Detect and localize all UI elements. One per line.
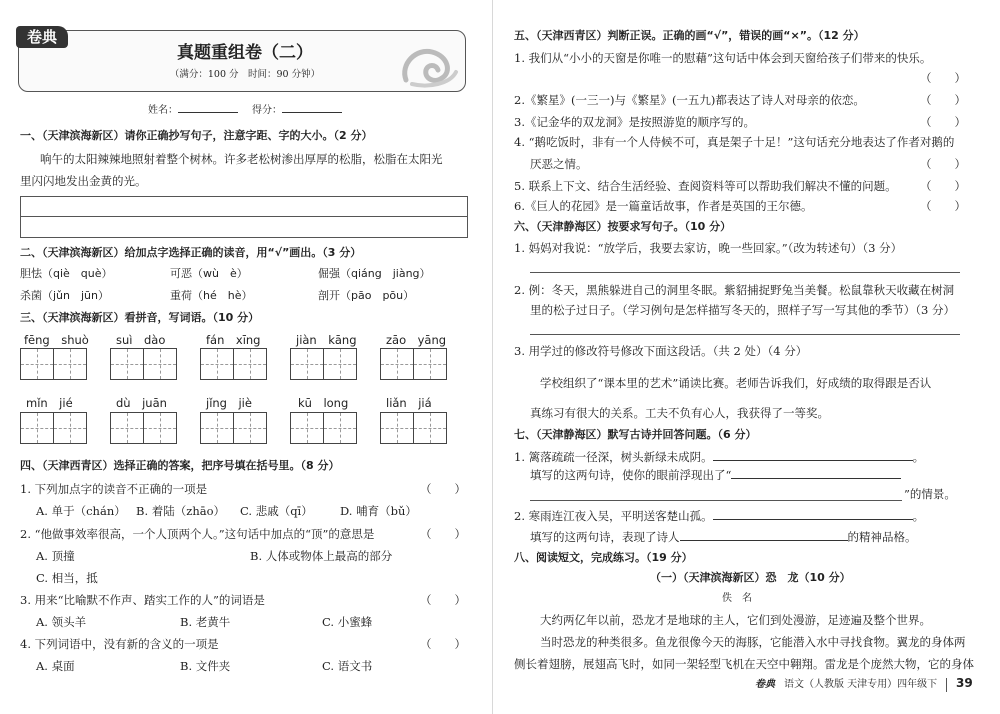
answer-parentheses[interactable]: （ ） [920,93,966,107]
option: C. 小蜜蜂 [322,615,373,629]
reading-item: 剖开（pāo pōu） [318,289,415,302]
answer-parentheses[interactable]: （ ） [920,199,966,213]
question-text-cont: 里的松子过日子。（学习例句是怎样描写冬天的，照样子写一写其他的季节）（3 分） [530,303,955,317]
option: B. 老黄牛 [180,615,231,629]
fill-blank-line[interactable] [530,500,902,501]
option: D. 哺育（bǔ） [340,504,417,518]
reading-item: 胆怯（qiè què） [20,267,113,280]
footer-separator [946,678,947,692]
brand-logo: 卷典 [16,26,68,48]
option: C. 语文书 [322,659,373,673]
writing-grid[interactable] [380,412,447,444]
writing-grid[interactable] [200,348,267,380]
option: B. 着陆（zhāo） [136,504,226,518]
pinyin-label: jǐng jiè [206,396,252,410]
judge-item: 1. 我们从“小小的天窗是你唯一的慰藉”这句话中体会到天窗给孩子们带来的快乐。 [514,51,932,65]
answer-parentheses[interactable]: （ ） [420,527,466,541]
poem-text: 1. 篱落疏疏一径深，树头新绿未成阴。 [514,450,713,464]
pinyin-label: mǐn jié [26,396,73,410]
answer-line[interactable] [530,334,960,335]
passage-subtitle: （一）（天津滨海新区）恐 龙（10 分） [650,571,851,584]
pinyin-label: dù juān [116,396,167,410]
answer-parentheses[interactable]: （ ） [920,71,966,85]
judge-item: 4. “鹅吃饭时，非有一个人侍候不可，真是架子十足！”这句话充分地表达了作者对鹅的 [514,135,955,149]
exam-meta: （满分：100 分 时间：90 分钟） [169,69,321,80]
option: A. 领头羊 [36,615,87,629]
question-prompt: 填写的这两句诗，使你的眼前浮现出了“ [530,468,732,482]
fill-blank[interactable] [713,508,913,520]
option: B. 文件夹 [180,659,231,673]
judge-item: 6.《巨人的花园》是一篇童话故事，作者是英国的王尔德。 [514,199,813,213]
footer-text: 语文（人教版 天津专用）四年级下 [784,679,938,690]
reading-item: 杀菌（jǔn jūn） [20,289,109,302]
answer-parentheses[interactable]: （ ） [420,593,466,607]
option: A. 单于（chán） [36,504,126,518]
option: A. 桌面 [36,659,75,673]
pinyin-label: suì dào [116,333,166,347]
question-text [530,529,917,545]
pinyin-label: jiàn kāng [296,333,357,347]
reading-item: 倔强（qiáng jiàng） [318,267,431,280]
copy-sentence-line-1: 响午的太阳辣辣地照射着整个树林。许多老松树渗出厚厚的松脂，松脂在太阳光 [40,152,443,166]
option: B. 人体或物体上最高的部分 [250,549,393,563]
section-1-heading: 一、（天津滨海新区）请你正确抄写句子，注意字距、字的大小。（2 分） [20,129,373,142]
reading-item: 重荷（hé hè） [170,289,253,302]
page-number: 39 [956,676,973,690]
copy-sentence-line-2: 里闪闪地发出金黄的光。 [20,174,147,188]
question-text [530,467,901,483]
name-field[interactable] [148,101,238,119]
pinyin-label: liǎn jiá [386,396,432,410]
question-text: 2. “他做事效率很高，一个人顶两个人。”这句话中加点的“顶”的意思是 [20,527,375,541]
poem-text: 2. 寒雨连江夜入吴，平明送客楚山孤。 [514,509,713,523]
passage-author: 佚 名 [722,593,752,604]
question-text: 1. 妈妈对我说：“放学后，我要去家访，晚一些回家。”（改为转述句）（3 分） [514,241,903,255]
pinyin-label: zāo yāng [386,333,447,347]
copy-writing-box[interactable] [20,196,468,238]
answer-parentheses[interactable]: （ ） [920,179,966,193]
writing-grid[interactable] [290,348,357,380]
judge-item: 3.《记金华的双龙洞》是按照游览的顺序写的。 [514,115,755,129]
question-text: 1. 下列加点字的读音不正确的一项是 [20,482,208,496]
option: A. 顶撞 [36,549,75,563]
question-text: 2. 例：冬天，黑熊躲进自己的洞里冬眠。紫貂捕捉野兔当美餐。松鼠靠秋天收藏在树洞 [514,283,955,297]
edit-paragraph-line: 学校组织了“课本里的艺术”诵读比赛。老师告诉我们，好成绩的取得跟是否认 [540,376,932,390]
answer-parentheses[interactable]: （ ） [420,482,466,496]
question-text: 4. 下列词语中，没有新的含义的一项是 [20,637,219,651]
section-7-heading: 七、（天津静海区）默写古诗并回答问题。（6 分） [514,428,757,441]
section-5-heading: 五、（天津西青区）判断正误。正确的画“√”，错误的画“×”。（12 分） [514,29,865,42]
page-divider [492,0,493,714]
writing-grid[interactable] [380,348,447,380]
name-label: 姓名： [148,105,178,116]
left-page [0,0,490,714]
fill-blank[interactable] [680,529,848,541]
fill-blank[interactable] [713,449,913,461]
writing-grid[interactable] [110,348,177,380]
judge-item: 2.《繁星》(一三一)与《繁星》(一五九)都表达了诗人对母亲的依恋。 [514,93,865,107]
poem-line: 2. 寒雨连江夜入吴，平明送客楚山孤。 。 [514,509,925,523]
option: C. 悲戚（qī） [240,504,313,518]
section-6-heading: 六、（天津静海区）按要求写句子。（10 分） [514,220,732,233]
passage-paragraph: 当时恐龙的种类很多。鱼龙很像今天的海豚，它能潜入水中寻找食物。翼龙的身体两 [540,635,966,649]
section-8-heading: 八、阅读短文，完成练习。（19 分） [514,551,693,564]
passage-paragraph: 大约两亿年以前，恐龙才是地球的主人，它们到处漫游，足迹遍及整个世界。 [540,613,931,627]
writing-grid[interactable] [20,412,87,444]
writing-grid[interactable] [290,412,357,444]
writing-grid[interactable] [20,348,87,380]
option: C. 相当，抵 [36,571,98,585]
question-suffix: 的精神品格。 [847,530,917,544]
poem-line: 1. 篱落疏疏一径深，树头新绿未成阴。 。 [514,450,925,464]
footer-logo: 卷典 [755,679,775,690]
edit-paragraph-line: 真练习有很大的关系。工夫不负有心人，我获得了一等奖。 [530,406,829,420]
answer-parentheses[interactable]: （ ） [920,115,966,129]
judge-item-cont: 厌恶之情。 [530,157,588,171]
page-title: 真题重组卷（二） [177,43,313,63]
pinyin-label: kū long [298,396,349,410]
score-field[interactable] [252,101,342,119]
question-text: 3. 用来“比喻默不作声、踏实工作的人”的词语是 [20,593,265,607]
writing-grid[interactable] [200,412,267,444]
section-2-heading: 二、（天津滨海新区）给加点字选择正确的读音，用“√”画出。（3 分） [20,246,362,259]
answer-parentheses[interactable]: （ ） [420,637,466,651]
judge-item: 5. 联系上下文、结合生活经验、查阅资料等可以帮助我们解决不懂的问题。 [514,179,897,193]
answer-parentheses[interactable]: （ ） [920,157,966,171]
question-prompt: 填写的这两句诗，表现了诗人 [530,530,680,544]
score-label: 得分： [252,105,282,116]
passage-paragraph: 侧长着翅膀，展翅高飞时，如同一架轻型飞机在天空中翱翔。雷龙是个庞然大物，它的身体 [514,657,974,671]
pinyin-label: fēng shuò [24,333,89,347]
pinyin-label: fán xīng [206,333,261,347]
fill-blank[interactable] [731,467,901,479]
writing-grid[interactable] [110,412,177,444]
question-suffix: ”的情景。 [904,487,956,501]
question-text: 3. 用学过的修改符号修改下面这段话。（共 2 处）（4 分） [514,344,808,358]
section-3-heading: 三、（天津滨海新区）看拼音，写词语。（10 分） [20,311,260,324]
reading-item: 可恶（wù è） [170,267,248,280]
right-page [500,0,1000,714]
section-4-heading: 四、（天津西青区）选择正确的答案，把序号填在括号里。（8 分） [20,459,340,472]
answer-line[interactable] [530,272,960,273]
